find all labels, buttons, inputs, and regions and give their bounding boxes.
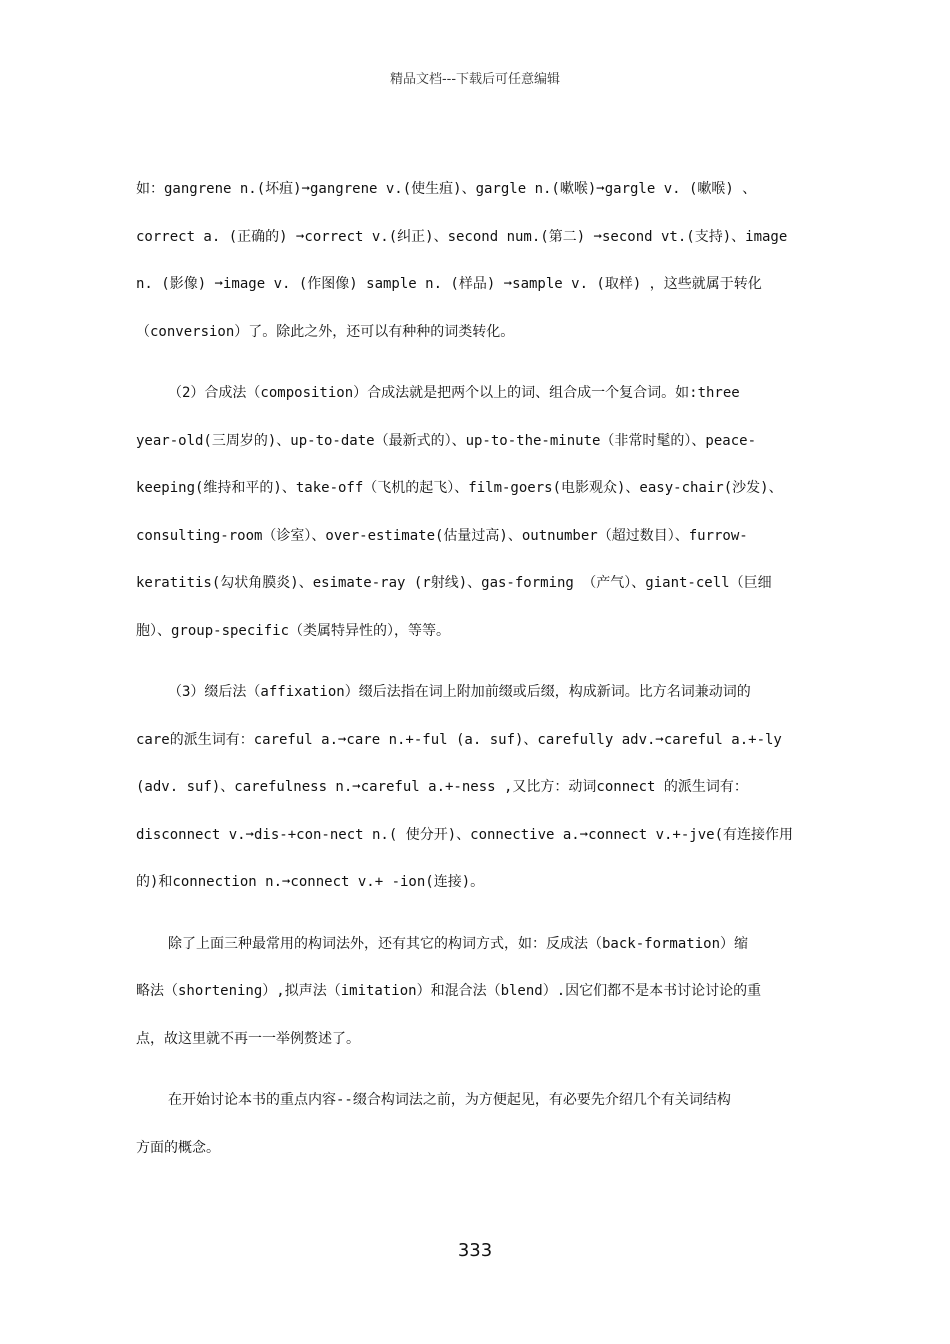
paragraph-composition	[136, 370, 816, 655]
page-header: 精品文档---下载后可任意编辑	[389, 72, 561, 87]
paragraph-other-methods	[136, 921, 816, 1064]
text-line: care的派生词有：careful a.➞care n.+-ful (a. suf)、carefully adv.➞careful a.+-ly	[136, 731, 782, 748]
text-line: 在开始讨论本书的重点内容--缀合构词法之前，为方便起见，有必要先介绍几个有关词结构	[168, 1092, 731, 1108]
text-line: （2）合成法（composition）合成法就是把两个以上的词、组合成一个复合词。如:three	[168, 385, 740, 401]
text-line: 胞）、group-specific（类属特异性的），等等。	[136, 622, 451, 639]
text-line: n. (影像) ➞image v. (作图像) sample n. (样品) ➞sample v. (取样) ，这些就属于转化	[136, 276, 762, 292]
paragraph-affixation	[136, 669, 816, 907]
text-line: keeping(维持和平的)、take-off（飞机的起飞）、film-goers(电影观众)、easy-chair(沙发)、	[136, 480, 783, 496]
text-line: 点，故这里就不再一一举例赘述了。	[136, 1030, 360, 1047]
text-line: (adv. suf)、carefulness n.➞careful a.+-ness ,又比方：动词connect 的派生词有：	[136, 779, 748, 795]
text-line: 除了上面三种最常用的构词法外，还有其它的构词方式，如：反成法（back-formation）缩	[168, 935, 748, 952]
paragraph-concepts-intro	[136, 1077, 816, 1172]
text-line: 方面的概念。	[136, 1139, 220, 1156]
document-body	[136, 166, 816, 1172]
text-line: 如：gangrene n.(坏疽)➞gangrene v.(使生疽)、gargle n.(嗽喉)➞gargle v. (嗽喉) 、	[136, 181, 757, 197]
paragraph-conversion	[136, 166, 816, 356]
page-number: 333	[457, 1240, 493, 1261]
text-line: 的)和connection n.➞connect v.+ -ion(连接)。	[136, 874, 485, 890]
text-line: correct a. (正确的) ➞correct v.(纠正)、second num.(第二) ➞second vt.(支持)、image	[136, 228, 788, 245]
text-line: （3）缀后法（affixation）缀后法指在词上附加前缀或后缀，构成新词。比方名词兼动词的	[168, 684, 751, 700]
text-line: 略法（shortening）,拟声法（imitation）和混合法（blend）.因它们都不是本书讨论讨论的重	[136, 983, 762, 999]
text-line: disconnect v.➞dis-+con-nect n.( 使分开)、connective a.➞connect v.+-jve(有连接作用	[136, 826, 794, 843]
text-line: consulting-room（诊室）、over-estimate(估量过高)、outnumber（超过数目）、furrow-	[136, 527, 748, 544]
text-line: （conversion）了。除此之外，还可以有种种的词类转化。	[136, 323, 515, 340]
text-line: keratitis(勾状角膜炎)、esimate-ray (r射线)、gas-forming （产气）、giant-cell（巨细	[136, 575, 772, 591]
text-line: year-old(三周岁的)、up-to-date（最新式的）、up-to-the-minute（非常时髦的）、peace-	[136, 432, 757, 449]
